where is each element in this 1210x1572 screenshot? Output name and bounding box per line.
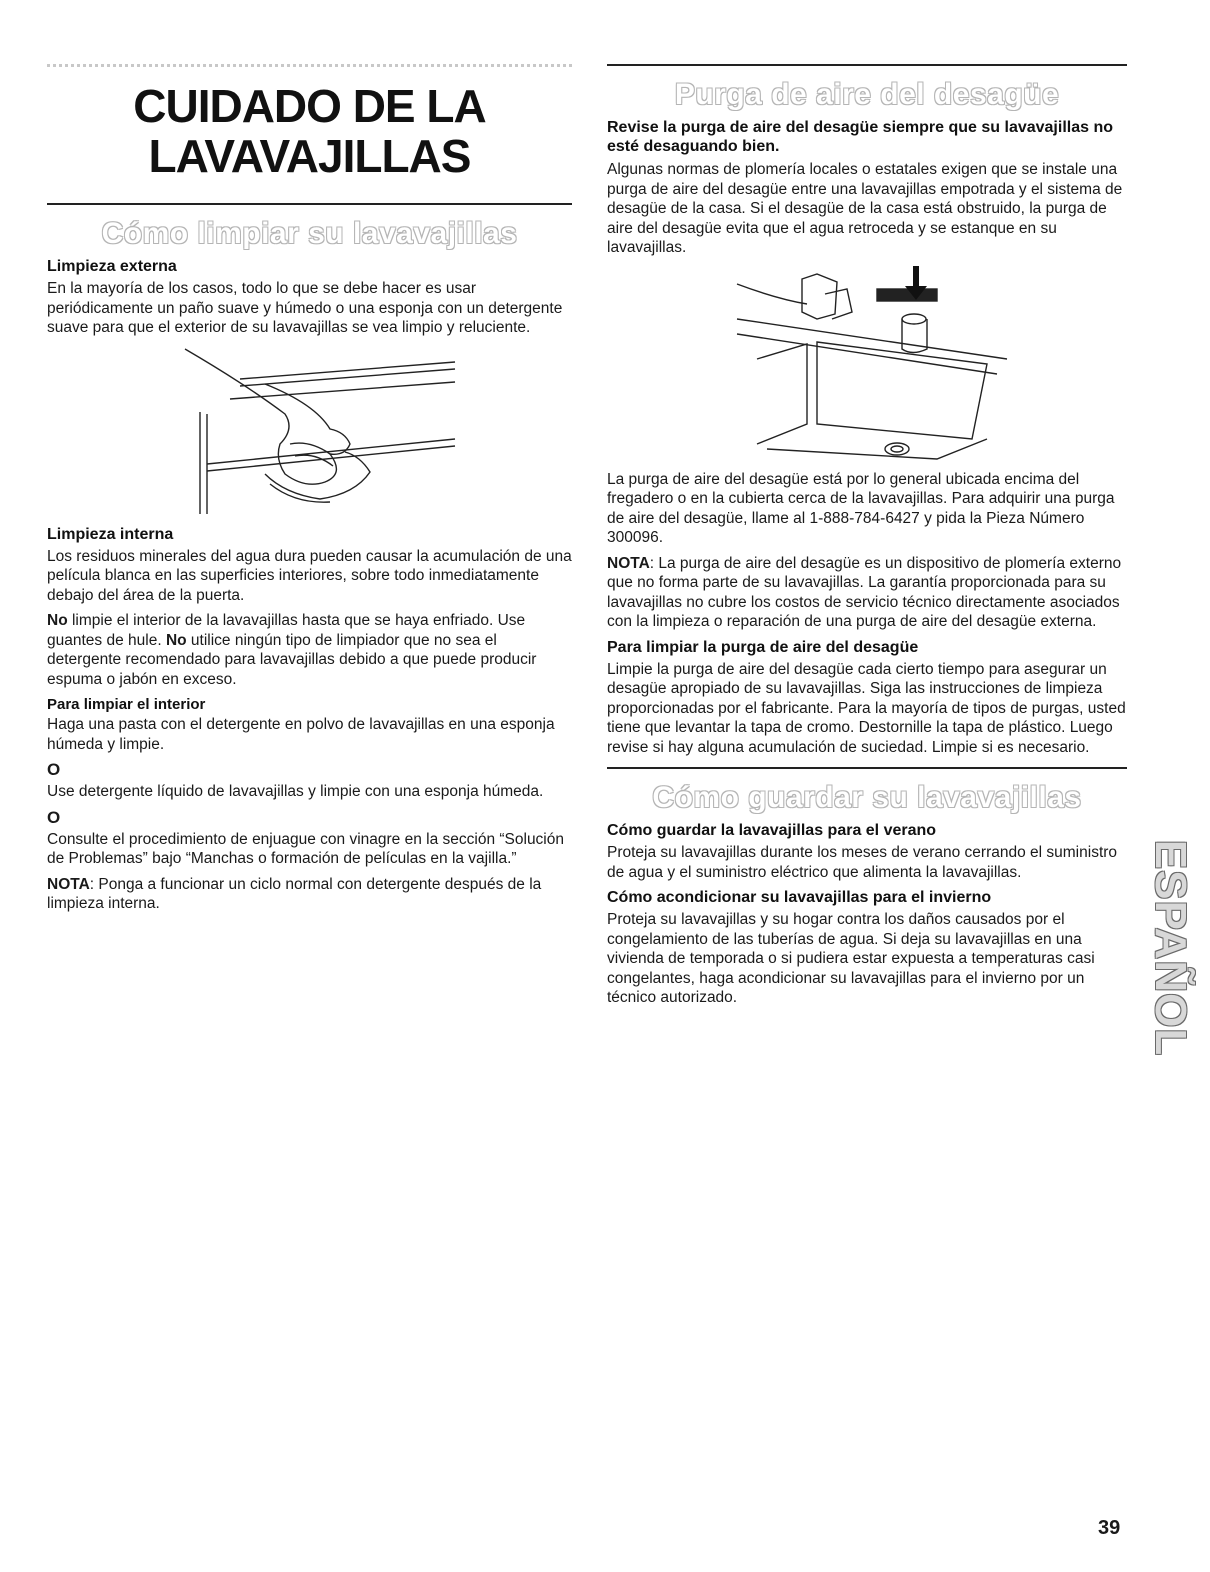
clean-air-gap-text: Limpie la purga de aire del desagüe cada cierto tiempo para asegurar un desagüe apropiado de su lavavajillas. Siga las instrucciones de limpieza proporcionadas por el fabricante. Para la mayoría de tipos de purgas, usted tiene que levantar la tapa de cromo. Destornille la tapa de plástico. Luego revise si hay alguna acumulación de suciedad. Limpie si es necesario. <box>607 660 1126 756</box>
right-column <box>607 64 1127 1014</box>
or-separator-2: O <box>47 807 61 827</box>
section-title-storage: Cómo guardar su lavavajillas <box>652 781 1082 814</box>
right-note-text: : La purga de aire del desagüe es un dispositivo de plomería externo que no forma parte de su lavavajillas. La garantía proporcionada para su lavavajillas no cubre los costos de servicio técnico directamente asociados con la limpieza o reparación de una purga de aire del desagüe externa. <box>607 554 1122 630</box>
page-title-line-2: LAVAVAJILLAS <box>148 130 471 182</box>
winter-storage-heading: Cómo acondicionar su lavavajillas para el invierno <box>607 889 992 906</box>
external-cleaning-heading: Limpieza externa <box>47 258 177 275</box>
storage-rule <box>607 767 1127 769</box>
summer-storage-text: Proteja su lavavajillas durante los meses de verano cerrando el suministro de agua y el suministro eléctrico que alimenta la lavavajillas. <box>607 844 1118 881</box>
page-title-line-1: CUIDADO DE LA <box>133 80 486 132</box>
internal-cleaning-text: Los residuos minerales del agua dura pueden causar la acumulación de una película blanca en las superficies interiores, sobre todo inmediatamente debajo del área de la puerta. <box>47 547 572 604</box>
external-cleaning-text: En la mayoría de los casos, todo lo que se debe hacer es usar periódicamente un paño suave y húmedo o una esponja con un detergente suave para que el exterior de su lavavajillas se vea limpio y reluciente. <box>47 280 563 336</box>
warning-no-1: No <box>47 612 68 629</box>
clean-air-gap-heading: Para limpiar la purga de aire del desagüe <box>607 638 919 656</box>
vinegar-rinse-text: Consulte el procedimiento de enjuague con vinagre en la sección “Solución de Problemas” bajo “Manchas o formación de películas en la vajilla.” <box>47 830 564 867</box>
winter-storage-text: Proteja su lavavajillas y su hogar contra los daños causados por el congelamiento de las tuberías de agua. Si deja su lavavajillas en una vivienda de temporada o si pudiera estar expuesta a temperaturas casi congelantes, haga acondicionar su lavavajillas para el invierno por un técnico autorizado. <box>607 911 1095 1006</box>
air-gap-intro: Algunas normas de plomería locales o estatales exigen que se instale una purga de aire del desagüe entre una lavavajillas empotrada y el sistema de desagüe de la casa. Si el desagüe de la casa está obstruido, la purga de aire del desagüe evita que el agua retroceda y se estanque en su lavavajillas. <box>607 161 1123 256</box>
summer-storage-heading: Cómo guardar la lavavajillas para el verano <box>607 822 937 839</box>
hand-wiping-illustration <box>145 344 475 519</box>
top-dotted-rule <box>47 64 572 67</box>
clean-interior-heading: Para limpiar el interior <box>47 696 206 713</box>
left-column <box>47 64 572 920</box>
or-separator-1: O <box>47 760 61 779</box>
left-note-label: NOTA <box>47 875 90 893</box>
warning-text-middle: limpie el interior de la lavavajillas hasta que se haya enfriado. Use guantes de hule. <box>47 612 526 649</box>
page-number: 39 <box>1098 1517 1121 1539</box>
internal-cleaning-heading: Limpieza interna <box>47 525 174 543</box>
liquid-detergent-text: Use detergente líquido de lavavajillas y limpie con una esponja húmeda. <box>47 783 544 800</box>
clean-interior-text: Haga una pasta con el detergente en polvo de lavavajillas en una esponja húmeda y limpie. <box>47 716 555 753</box>
language-side-tab-label: ESPAÑOL <box>1146 839 1195 1057</box>
warning-text-end: utilice ningún tipo de limpiador que no sea el detergente recomendado para lavavajillas debido a que puede producir espuma o jabón en exceso. <box>47 631 537 688</box>
air-gap-location-text: La purga de aire del desagüe está por lo general ubicada encima del fregadero o en la cubierta cerca de la lavavajillas. Para adquirir una purga de aire del desagüe, llame al 1-888-784-6427 y pida la Pieza Número 300096. <box>607 470 1115 546</box>
air-gap-sink-illustration <box>717 264 1017 464</box>
warning-no-2: No <box>165 631 187 649</box>
section-title-air-gap: Purga de aire del desagüe <box>674 78 1060 111</box>
section-title-cleaning: Cómo limpiar su lavavajillas <box>101 217 518 250</box>
left-note-text: : Ponga a funcionar un ciclo normal con detergente después de la limpieza interna. <box>47 875 542 912</box>
page-title <box>47 81 572 181</box>
section-rule <box>47 203 572 205</box>
language-side-tab <box>1146 818 1195 1078</box>
right-note-label: NOTA <box>607 554 650 572</box>
left-note <box>47 875 572 914</box>
right-top-rule <box>607 64 1127 66</box>
air-gap-lead: Revise la purga de aire del desagüe siempre que su lavavajillas no esté desaguando bien. <box>607 119 1113 155</box>
right-note <box>607 554 1127 632</box>
internal-cleaning-warning <box>47 611 572 689</box>
